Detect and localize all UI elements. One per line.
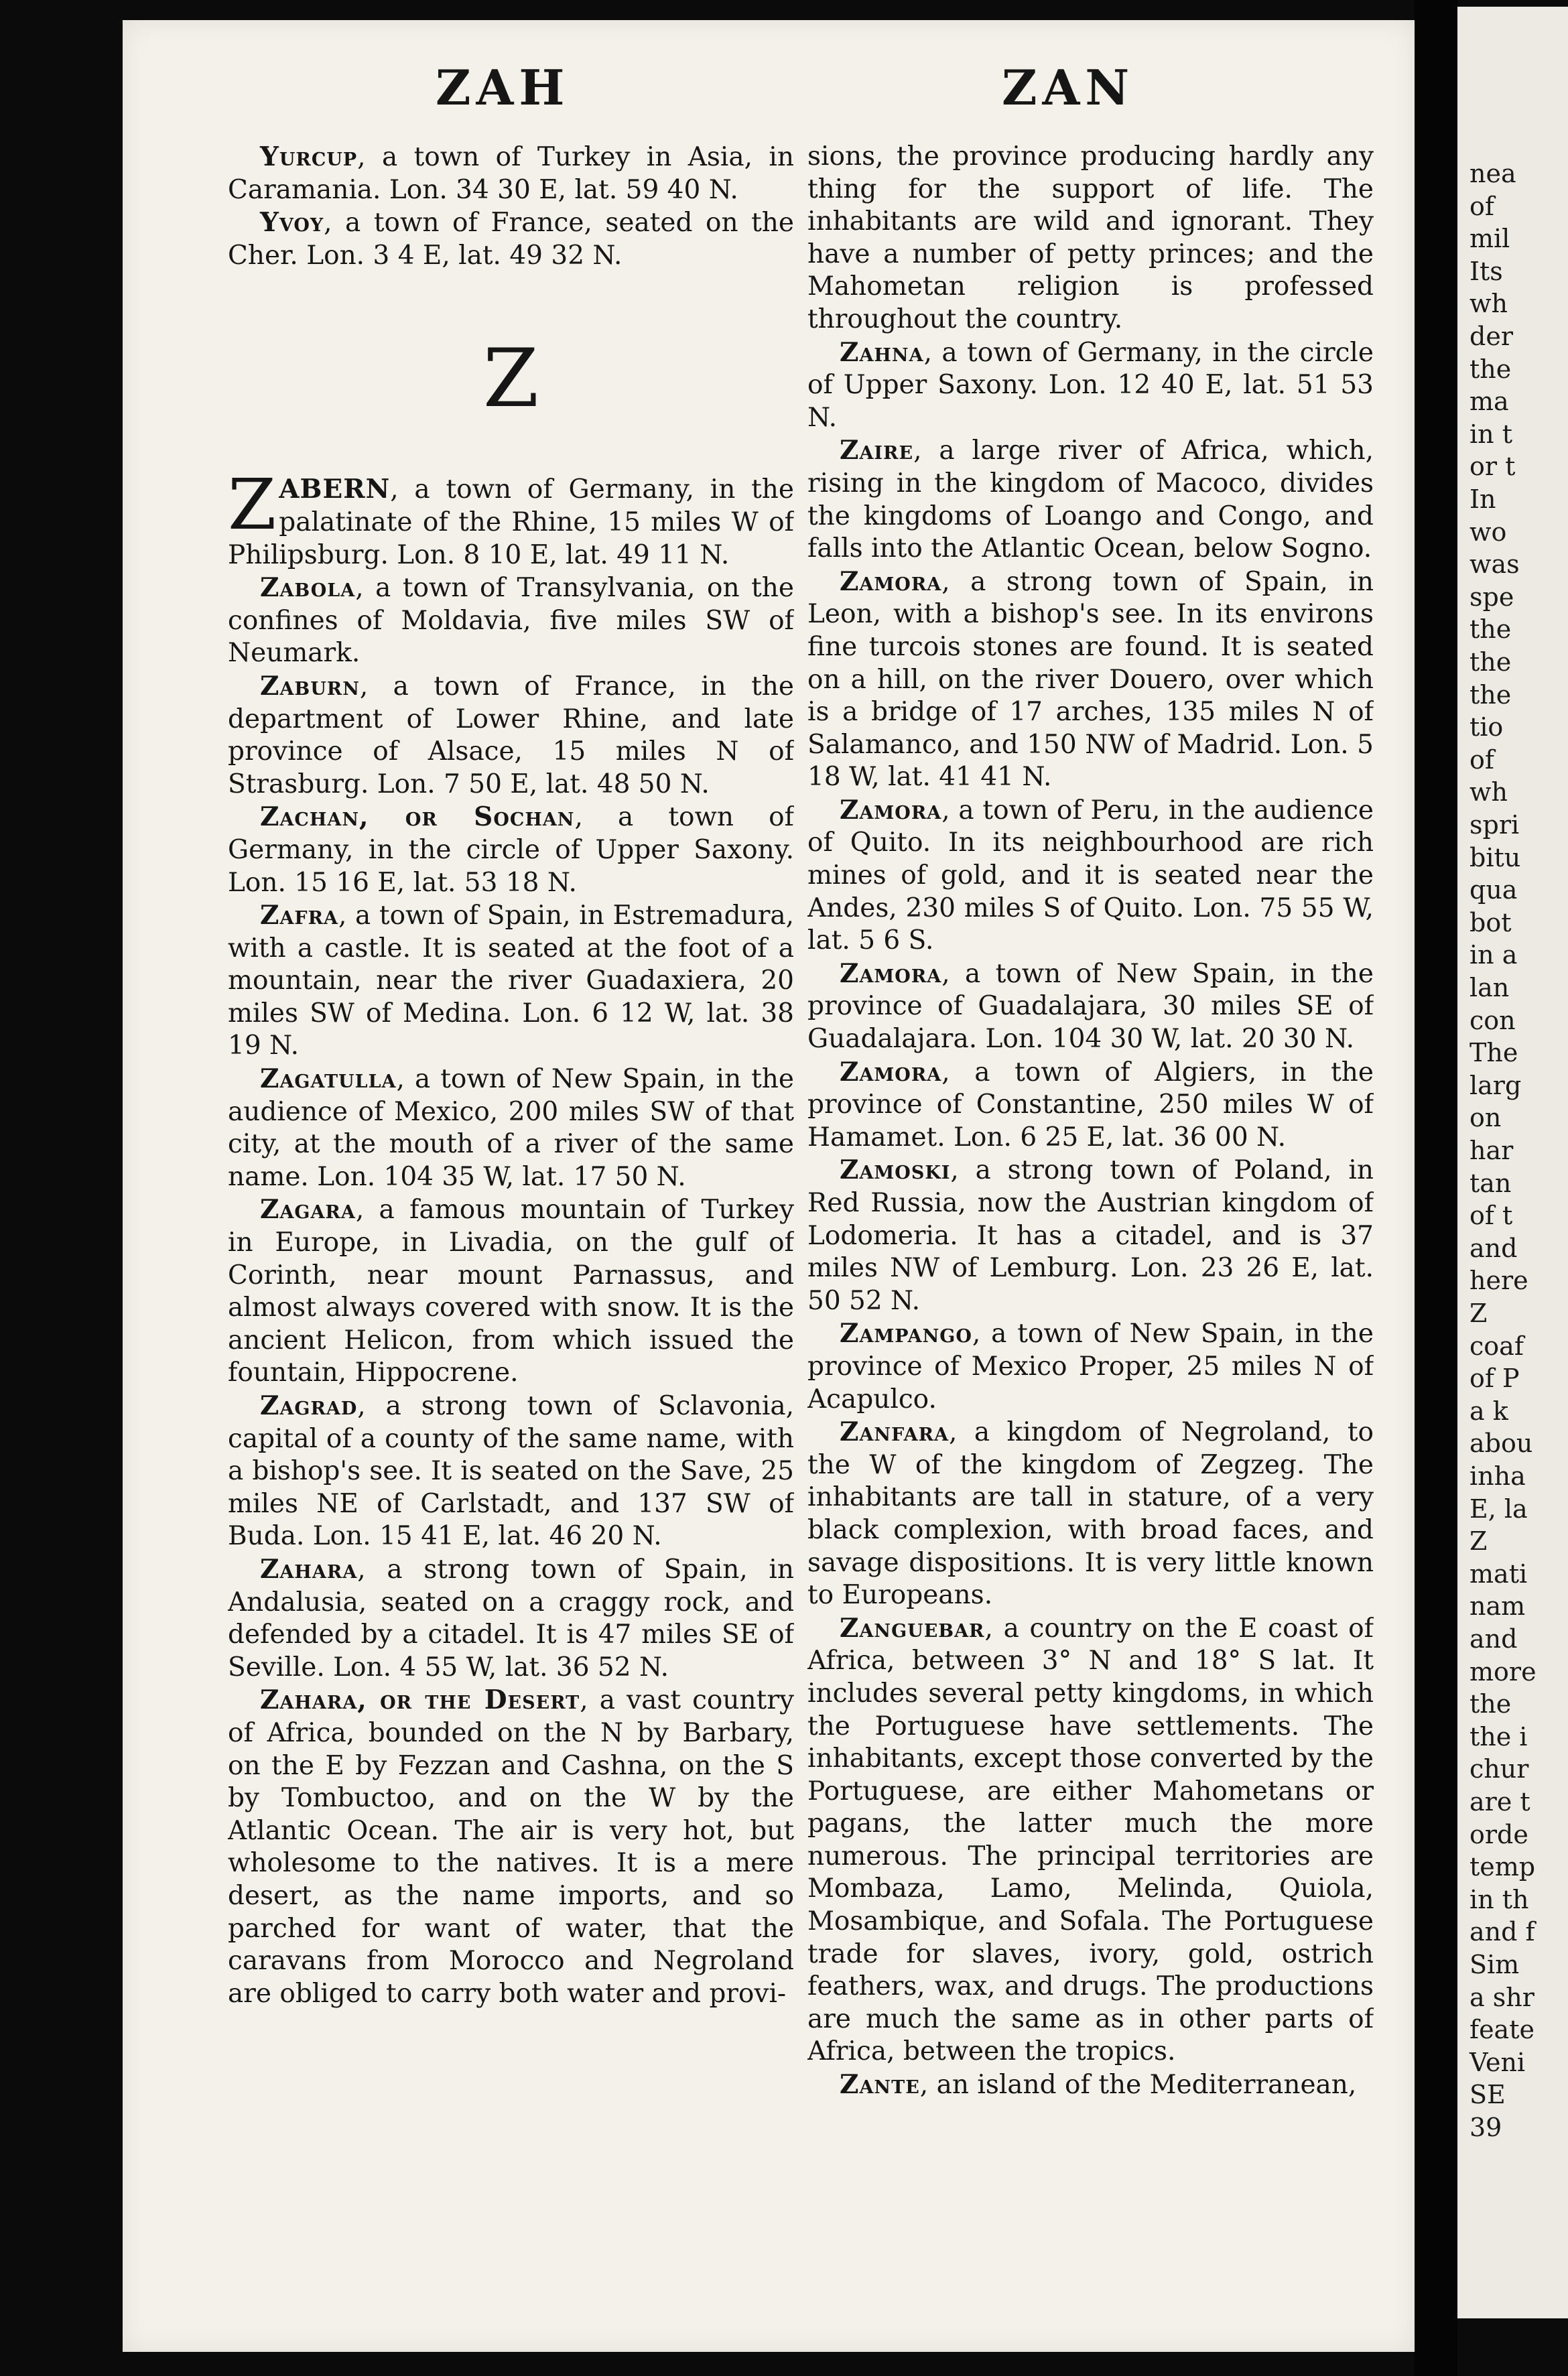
entry-text: , a large river of Africa, which, rising in the kingdom of Macoco, divides the kingdoms of Loango and Congo, and falls into the Atlantic Ocean, below Sogno.: [807, 436, 1374, 564]
facing-page-fragment: ma: [1469, 387, 1509, 417]
entry-text: , a strong town of Spain, in Andalusia, seated on a craggy rock, and defended by a citadel. It is 47 miles SE of Seville. Lon. 4 55 W, lat. 36 52 N.: [228, 1554, 794, 1682]
facing-page-fragment: bot: [1469, 907, 1512, 937]
entry-text: , a town of France, in the department of Lower Rhine, and late province of Alsace, 15 miles N of Strasburg. Lon. 7 50 E, lat. 48 50 N.: [228, 671, 794, 799]
facing-page-fragment: the: [1469, 1689, 1512, 1719]
entry-headword: Zante: [840, 2069, 920, 2101]
entry-headword: Zaire: [840, 435, 914, 466]
facing-page-fragment: wh: [1469, 777, 1508, 807]
gazetteer-entry: [228, 1390, 794, 1553]
facing-page-fragment: of: [1469, 744, 1494, 775]
facing-page-fragment: tan: [1469, 1168, 1512, 1198]
entry-headword: Zamora: [840, 958, 942, 989]
gazetteer-entry: [228, 1553, 794, 1684]
entry-text: , a town of Turkey in Asia, in Caramania. Lon. 34 30 E, lat. 59 40 N.: [228, 142, 794, 205]
facing-page-fragment: temp: [1469, 1852, 1536, 1882]
entry-headword: Zanguebar: [840, 1612, 985, 1644]
entry-headword: Zagatulla: [260, 1063, 397, 1095]
entry-text: , a strong town of Sclavonia, capital of a county of the same name, with a bishop's see. It is seated on the Save, 25 miles NE of Carlstadt, and 137 SW of Buda. Lon. 15 41 E, lat. 46 20 N.: [228, 1391, 794, 1552]
gazetteer-entry: [807, 794, 1374, 958]
entry-text: , a kingdom of Negroland, to the W of the kingdom of Zegzeg. The inhabitants are tall in stature, of a very black complexion, with broad faces, and savage dispositions. It is very little known to Europeans.: [807, 1417, 1374, 1611]
entry-text: , a vast country of Africa, bounded on the N by Barbary, on the E by Fezzan and Cashna, on the S by Tombuctoo, and on the W by the Atlantic Ocean. The air is very hot, but wholesome to the natives. It is a mere desert, as the name imports, and so parched for want of water, that the caravans from Morocco and Negroland are obliged to carry both water and provi-: [228, 1685, 794, 2009]
entry-headword: Yvoy: [260, 207, 324, 239]
facing-page-fragment: spri: [1469, 810, 1520, 840]
entry-text: , a town of New Spain, in the province of Guadalajara, 30 miles SE of Guadalajara. Lon. 104 30 W, lat. 20 30 N.: [807, 958, 1374, 1055]
facing-page-fragment: orde: [1469, 1819, 1528, 1849]
facing-page-fragment: coaf: [1469, 1331, 1524, 1361]
gazetteer-entry: [228, 464, 794, 572]
entry-text: , a town of New Spain, in the audience of Mexico, 200 miles SW of that city, at the mouth of a river of the same name. Lon. 104 35 W, lat. 17 50 N.: [228, 1064, 794, 1192]
gazetteer-entry: [807, 336, 1374, 435]
gazetteer-entry: [228, 670, 794, 801]
facing-page-fragment: are t: [1469, 1787, 1530, 1817]
entry-text: , a strong town of Poland, in Red Russia, now the Austrian kingdom of Lodomeria. It has a citadel, and is 37 miles NW of Lemburg. Lon. 23 26 E, lat. 50 52 N.: [807, 1155, 1374, 1316]
entry-text: , a town of Transylvania, on the confines of Moldavia, five miles SW of Neumark.: [228, 573, 794, 669]
facing-page-fragment: on: [1469, 1103, 1502, 1133]
running-head-left: ZAH: [436, 59, 570, 116]
gazetteer-entry: [807, 1317, 1374, 1416]
entry-text: , a strong town of Spain, in Leon, with a bishop's see. In its environs fine turcois stones are found. It is seated on a hill, on the river Douero, over which is a bridge of 17 arches, 135 miles N of Salamanco, and 150 NW of Madrid. Lon. 5 18 W, lat. 41 41 N.: [807, 566, 1374, 793]
facing-page-fragment: E, la: [1469, 1494, 1528, 1524]
facing-page-fragment: con: [1469, 1005, 1516, 1035]
section-letter: Z: [482, 332, 539, 426]
facing-page-fragment: or t: [1469, 452, 1516, 482]
entry-text: , a country on the E coast of Africa, between 3° N and 18° S lat. It includes several petty kingdoms, in which the Portuguese have settlements. The inhabitants, except those converted by the Portuguese, are either Mahometans or pagans, the latter much the more numerous. The principal territories are Mombaza, Lamo, Melinda, Quiola, Mosambique, and Sofala. The Portuguese trade for slaves, ivory, gold, ostrich feathers, wax, and drugs. The productions are much the same as in other parts of Africa, between the tropics.: [807, 1613, 1374, 2067]
gazetteer-entry: [807, 958, 1374, 1056]
entry-text: , a town of New Spain, in the province of Mexico Proper, 25 miles N of Acapulco.: [807, 1319, 1374, 1414]
gazetteer-entry: [228, 801, 794, 899]
entry-headword: Zachan, or Sochan: [260, 801, 575, 833]
entry-headword: Zahara, or the Desert: [260, 1685, 580, 1716]
entry-headword: Zanfara: [840, 1416, 950, 1448]
facing-page-fragment: larg: [1469, 1070, 1522, 1100]
facing-page-fragment: mati: [1469, 1559, 1528, 1589]
facing-page-fragment: and: [1469, 1624, 1518, 1654]
entry-text: , a town of Peru, in the audience of Quito. In its neighbourhood are rich mines of gold, and it is seated near the Andes, 230 miles S of Quito. Lon. 75 55 W, lat. 5 6 S.: [807, 795, 1374, 956]
facing-page-fragment: of P: [1469, 1364, 1520, 1394]
facing-page-fragment: qua: [1469, 875, 1518, 905]
facing-page-fragment: and: [1469, 1233, 1518, 1263]
gazetteer-entry: [807, 1056, 1374, 1154]
gazetteer-entry: [807, 1612, 1374, 2068]
entry-text: , an island of the Mediterranean,: [919, 2070, 1357, 2101]
facing-page-fragment: Sim: [1469, 1950, 1520, 1979]
entry-text: , a famous mountain of Turkey in Europe, in Livadia, on the gulf of Corinth, near mount Parnassus, and almost always covered with snow. It is the ancient Helicon, from which issued the fountain, Hippocrene.: [228, 1195, 794, 1388]
facing-page-fragment: in t: [1469, 419, 1512, 449]
entry-text: , a town of France, seated on the Cher. Lon. 3 4 E, lat. 49 32 N.: [228, 208, 794, 271]
facing-page-fragment: feate: [1469, 2015, 1534, 2045]
entry-text: , a town of Germany, in the circle of Upper Saxony. Lon. 12 40 E, lat. 51 53 N.: [807, 337, 1374, 433]
facing-page-fragment: abou: [1469, 1429, 1533, 1459]
gazetteer-entry: [807, 566, 1374, 794]
facing-page-fragment: In: [1469, 484, 1496, 514]
facing-page-edge: [1457, 7, 1568, 2318]
facing-page-fragment: wo: [1469, 517, 1507, 547]
entry-headword: Zahara: [260, 1553, 358, 1585]
facing-page-fragment: here: [1469, 1266, 1528, 1296]
facing-page-fragment: of: [1469, 191, 1494, 221]
running-head-right: ZAN: [1002, 59, 1135, 116]
gazetteer-entry: [807, 1416, 1374, 1612]
facing-page-fragment: tio: [1469, 712, 1504, 742]
gazetteer-entry: [228, 572, 794, 670]
entry-headword: Zafra: [260, 900, 338, 931]
facing-page-fragment: har: [1469, 1136, 1514, 1165]
facing-page-fragment: nam: [1469, 1591, 1526, 1622]
facing-page-fragment: chur: [1469, 1754, 1529, 1784]
facing-page-fragment: more: [1469, 1656, 1537, 1687]
entry-text: , a town of Spain, in Estremadura, with a castle. It is seated at the foot of a mountain, near the river Guadaxiera, 20 miles SW of Medina. Lon. 6 12 W, lat. 38 19 N.: [228, 901, 794, 1061]
facing-page-fragment: Z: [1469, 1299, 1488, 1328]
facing-page-fragment: the: [1469, 679, 1512, 710]
facing-page-fragment: inha: [1469, 1461, 1526, 1491]
facing-page-fragment: spe: [1469, 582, 1514, 612]
entry-headword: Zabola: [260, 572, 356, 604]
facing-page-fragment: Its: [1469, 256, 1503, 286]
facing-page-fragment: bitu: [1469, 842, 1521, 872]
gazetteer-entry: [228, 1193, 794, 1390]
right-column: [807, 141, 1374, 2208]
entry-text: , a town of Germany, in the circle of Upper Saxony. Lon. 15 16 E, lat. 53 18 N.: [228, 802, 794, 898]
gazetteer-entry: [228, 1063, 794, 1193]
gazetteer-entry: [807, 2068, 1374, 2102]
entry-headword: Zamora: [840, 794, 942, 826]
facing-page-fragment: a k: [1469, 1396, 1508, 1426]
entry-headword: ABERN: [279, 474, 391, 505]
book-gutter: [1415, 0, 1457, 2376]
entry-continuation: sions, the province producing hardly any thing for the support of life. The inhabitants are wild and ignorant. They have a number of petty princes; and the Mahometan religion is professed throughout the country.: [807, 141, 1374, 334]
entry-headword: Zamora: [840, 1056, 942, 1087]
left-column: [228, 141, 794, 2208]
drop-capital: Z: [228, 464, 277, 546]
facing-page-fragment: in th: [1469, 1884, 1529, 1914]
gazetteer-entry: [228, 141, 794, 206]
gazetteer-entry: [807, 434, 1374, 565]
facing-page-fragment: of t: [1469, 1201, 1513, 1231]
entry-headword: Zaburn: [260, 670, 360, 702]
facing-page-fragment: der: [1469, 322, 1513, 351]
entry-text: , a town of Algiers, in the province of Constantine, 250 miles W of Hamamet. Lon. 6 25 E, lat. 36 00 N.: [807, 1057, 1374, 1152]
gazetteer-entry: [807, 1154, 1374, 1317]
facing-page-fragment: Veni: [1469, 2047, 1526, 2077]
facing-page-fragment: the: [1469, 354, 1512, 384]
entry-headword: Zampango: [840, 1318, 972, 1349]
gazetteer-entry: [228, 206, 794, 272]
entry-headword: Zamora: [840, 566, 942, 597]
gazetteer-entry: [228, 899, 794, 1063]
facing-page-fragment: the: [1469, 614, 1512, 645]
entry-headword: Zamoski: [840, 1154, 951, 1186]
facing-page-fragment: lan: [1469, 973, 1510, 1002]
entry-text: , a town of Germany, in the palatinate of the Rhine, 15 miles W of Philipsburg. Lon. 8 10 E, lat. 49 11 N.: [228, 474, 794, 570]
facing-page-fragment: Z: [1469, 1526, 1488, 1557]
facing-page-fragment: and f: [1469, 1917, 1535, 1947]
facing-page-fragment: in a: [1469, 940, 1518, 970]
entry-headword: Zagrad: [260, 1390, 358, 1421]
entry-headword: Zahna: [840, 336, 924, 368]
facing-page-fragment: mil: [1469, 224, 1510, 254]
facing-page-fragment: the i: [1469, 1721, 1528, 1752]
facing-page-fragment: nea: [1469, 159, 1516, 188]
entry-headword: Yurcup: [260, 141, 358, 172]
facing-page-fragment: was: [1469, 549, 1520, 580]
facing-page-fragment: wh: [1469, 289, 1508, 319]
entry-headword: Zagara: [260, 1194, 356, 1226]
facing-page-fragment: the: [1469, 647, 1512, 677]
facing-page-fragment: The: [1469, 1038, 1518, 1068]
facing-page-fragment: SE: [1469, 2080, 1506, 2110]
gazetteer-entry: [228, 1684, 794, 2010]
facing-page-fragment: a shr: [1469, 1982, 1534, 2012]
facing-page-fragment: 39: [1469, 2113, 1502, 2142]
